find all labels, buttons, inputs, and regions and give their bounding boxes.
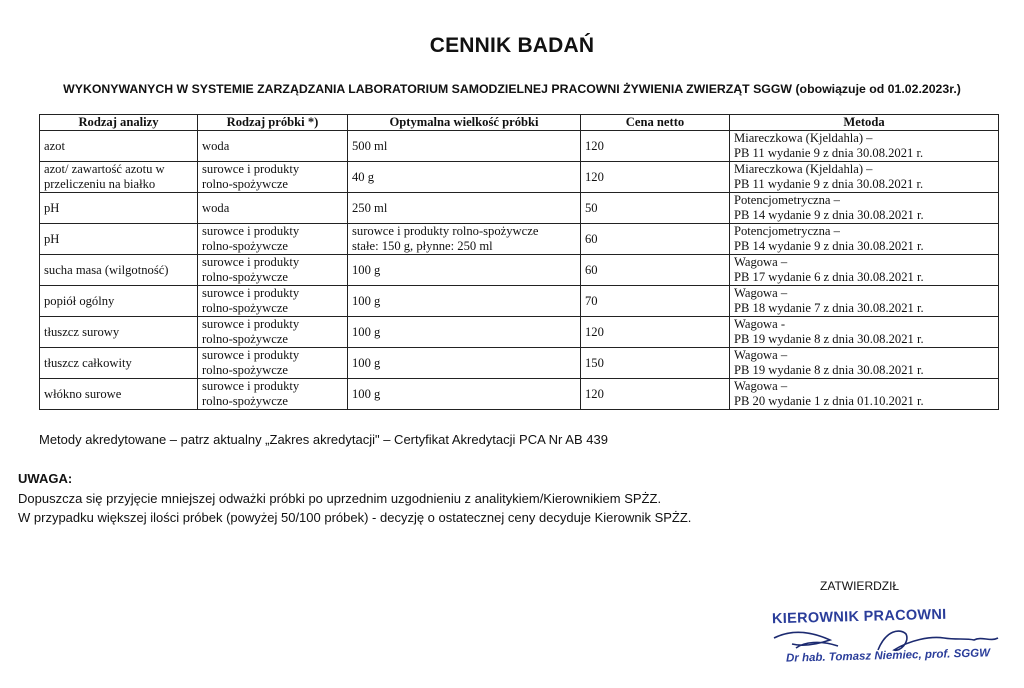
net-price-cell	[581, 131, 730, 162]
method-cell	[730, 348, 999, 379]
sample-type-cell	[198, 131, 348, 162]
method-cell	[730, 379, 999, 410]
stamp-name: Dr hab. Tomasz Niemiec, prof. SGGW	[785, 647, 991, 665]
sample-size-cell	[348, 131, 581, 162]
approved-label: ZATWIERDZIŁ	[820, 579, 900, 593]
net-price-cell-text: 120	[585, 169, 604, 184]
analysis-type-cell-text: azot/ zawartość azotu w przeliczeniu na białko	[44, 162, 165, 191]
net-price-cell	[581, 317, 730, 348]
notice-heading: UWAGA:	[18, 471, 73, 486]
analysis-type-cell-text: sucha masa (wilgotność)	[44, 262, 169, 277]
sample-size-cell-text: 100 g	[352, 293, 381, 308]
sample-type-cell-text: woda	[202, 200, 230, 215]
sample-type-cell-text: surowce i produkty rolno-spożywcze	[202, 286, 300, 315]
method-cell-text: Wagowa – PB 20 wydanie 1 z dnia 01.10.2021 r.	[734, 379, 924, 408]
sample-type-cell	[198, 379, 348, 410]
sample-type-cell	[198, 224, 348, 255]
analysis-type-cell	[40, 317, 198, 348]
notice-line-2: W przypadku większej ilości próbek (powyżej 50/100 próbek) - decyzję o ostatecznej ceny decyduje Kierownik SPŻZ.	[18, 510, 692, 525]
table-body	[40, 131, 999, 410]
column-header-analysis-type: Rodzaj analizy	[40, 115, 198, 131]
sample-type-cell	[198, 255, 348, 286]
sample-type-cell	[198, 162, 348, 193]
method-cell-text: Miareczkowa (Kjeldahla) – PB 11 wydanie 9 z dnia 30.08.2021 r.	[734, 162, 924, 191]
analysis-type-cell	[40, 379, 198, 410]
table-row	[40, 379, 999, 410]
analysis-type-cell-text: tłuszcz całkowity	[44, 355, 132, 370]
sample-size-cell-text: surowce i produkty rolno-spożywcze stałe: 150 g, płynne: 250 ml	[352, 224, 539, 253]
analysis-type-cell-text: włókno surowe	[44, 386, 122, 401]
analysis-type-cell	[40, 286, 198, 317]
analysis-type-cell	[40, 255, 198, 286]
net-price-cell	[581, 348, 730, 379]
net-price-cell-text: 120	[585, 138, 604, 153]
page-subtitle: WYKONYWANYCH W SYSTEMIE ZARZĄDZANIA LABORATORIUM SAMODZIELNEJ PRACOWNI ŻYWIENIA ZWIERZĄT SGGW (obowiązuje od 01.02.2023r.)	[63, 82, 961, 96]
table-row	[40, 255, 999, 286]
table-row	[40, 162, 999, 193]
sample-size-cell	[348, 286, 581, 317]
sample-size-cell-text: 40 g	[352, 169, 375, 184]
analysis-type-cell-text: pH	[44, 231, 60, 246]
method-cell	[730, 162, 999, 193]
sample-size-cell	[348, 379, 581, 410]
method-cell	[730, 286, 999, 317]
sample-type-cell-text: woda	[202, 138, 230, 153]
page-title: CENNIK BADAŃ	[429, 34, 595, 57]
analysis-type-cell	[40, 193, 198, 224]
method-cell-text: Potencjometryczna – PB 14 wydanie 9 z dnia 30.08.2021 r.	[734, 193, 924, 222]
table-row	[40, 286, 999, 317]
net-price-cell	[581, 224, 730, 255]
sample-size-cell	[348, 317, 581, 348]
net-price-cell	[581, 286, 730, 317]
sample-size-cell-text: 100 g	[352, 386, 381, 401]
net-price-cell	[581, 162, 730, 193]
method-cell-text: Wagowa - PB 19 wydanie 8 z dnia 30.08.2021 r.	[734, 317, 924, 346]
sample-size-cell-text: 500 ml	[352, 138, 388, 153]
method-cell-text: Wagowa – PB 18 wydanie 7 z dnia 30.08.2021 r.	[734, 286, 924, 315]
net-price-cell-text: 70	[585, 293, 598, 308]
accreditation-note: Metody akredytowane – patrz aktualny „Zakres akredytacji" – Certyfikat Akredytacji PCA Nr AB 439	[39, 432, 608, 447]
net-price-cell	[581, 379, 730, 410]
analysis-type-cell	[40, 224, 198, 255]
sample-type-cell-text: surowce i produkty rolno-spożywcze	[202, 162, 300, 191]
sample-size-cell-text: 250 ml	[352, 200, 388, 215]
sample-type-cell	[198, 317, 348, 348]
sample-type-cell	[198, 348, 348, 379]
sample-type-cell	[198, 193, 348, 224]
net-price-cell-text: 120	[585, 324, 604, 339]
net-price-cell-text: 150	[585, 355, 604, 370]
sample-size-cell	[348, 255, 581, 286]
sample-type-cell-text: surowce i produkty rolno-spożywcze	[202, 224, 300, 253]
net-price-cell-text: 60	[585, 262, 598, 277]
price-table	[39, 114, 999, 410]
sample-size-cell	[348, 348, 581, 379]
analysis-type-cell	[40, 162, 198, 193]
column-header-net-price: Cena netto	[581, 115, 730, 131]
column-header-sample-type: Rodzaj próbki *)	[198, 115, 348, 131]
method-cell	[730, 317, 999, 348]
method-cell-text: Wagowa – PB 19 wydanie 8 z dnia 30.08.2021 r.	[734, 348, 924, 377]
sample-type-cell-text: surowce i produkty rolno-spożywcze	[202, 379, 300, 408]
sample-size-cell-text: 100 g	[352, 355, 381, 370]
net-price-cell	[581, 193, 730, 224]
net-price-cell-text: 120	[585, 386, 604, 401]
method-cell	[730, 131, 999, 162]
table-row	[40, 193, 999, 224]
net-price-cell	[581, 255, 730, 286]
method-cell	[730, 224, 999, 255]
sample-type-cell-text: surowce i produkty rolno-spożywcze	[202, 348, 300, 377]
sample-type-cell-text: surowce i produkty rolno-spożywcze	[202, 255, 300, 284]
method-cell-text: Miareczkowa (Kjeldahla) – PB 11 wydanie 9 z dnia 30.08.2021 r.	[734, 131, 924, 160]
sample-size-cell	[348, 193, 581, 224]
method-cell-text: Wagowa – PB 17 wydanie 6 z dnia 30.08.2021 r.	[734, 255, 924, 284]
analysis-type-cell	[40, 131, 198, 162]
sample-size-cell	[348, 224, 581, 255]
net-price-cell-text: 50	[585, 200, 598, 215]
table-header-row	[40, 115, 999, 131]
analysis-type-cell-text: tłuszcz surowy	[44, 324, 120, 339]
sample-type-cell-text: surowce i produkty rolno-spożywcze	[202, 317, 300, 346]
table-row	[40, 317, 999, 348]
column-header-sample-size: Optymalna wielkość próbki	[348, 115, 581, 131]
sample-size-cell-text: 100 g	[352, 262, 381, 277]
sample-type-cell	[198, 286, 348, 317]
sample-size-cell-text: 100 g	[352, 324, 381, 339]
analysis-type-cell-text: azot	[44, 138, 65, 153]
method-cell	[730, 255, 999, 286]
table-row	[40, 131, 999, 162]
method-cell-text: Potencjometryczna – PB 14 wydanie 9 z dnia 30.08.2021 r.	[734, 224, 924, 253]
analysis-type-cell-text: pH	[44, 200, 60, 215]
analysis-type-cell-text: popiół ogólny	[44, 293, 115, 308]
sample-size-cell	[348, 162, 581, 193]
notice-line-1: Dopuszcza się przyjęcie mniejszej odważki próbki po uprzednim uzgodnieniu z analitykiem/Kierownikiem SPŻZ.	[18, 491, 662, 506]
stamp-title: KIEROWNIK PRACOWNI	[771, 606, 947, 628]
table-row	[40, 224, 999, 255]
analysis-type-cell	[40, 348, 198, 379]
table-row	[40, 348, 999, 379]
net-price-cell-text: 60	[585, 231, 598, 246]
method-cell	[730, 193, 999, 224]
column-header-method: Metoda	[730, 115, 999, 131]
